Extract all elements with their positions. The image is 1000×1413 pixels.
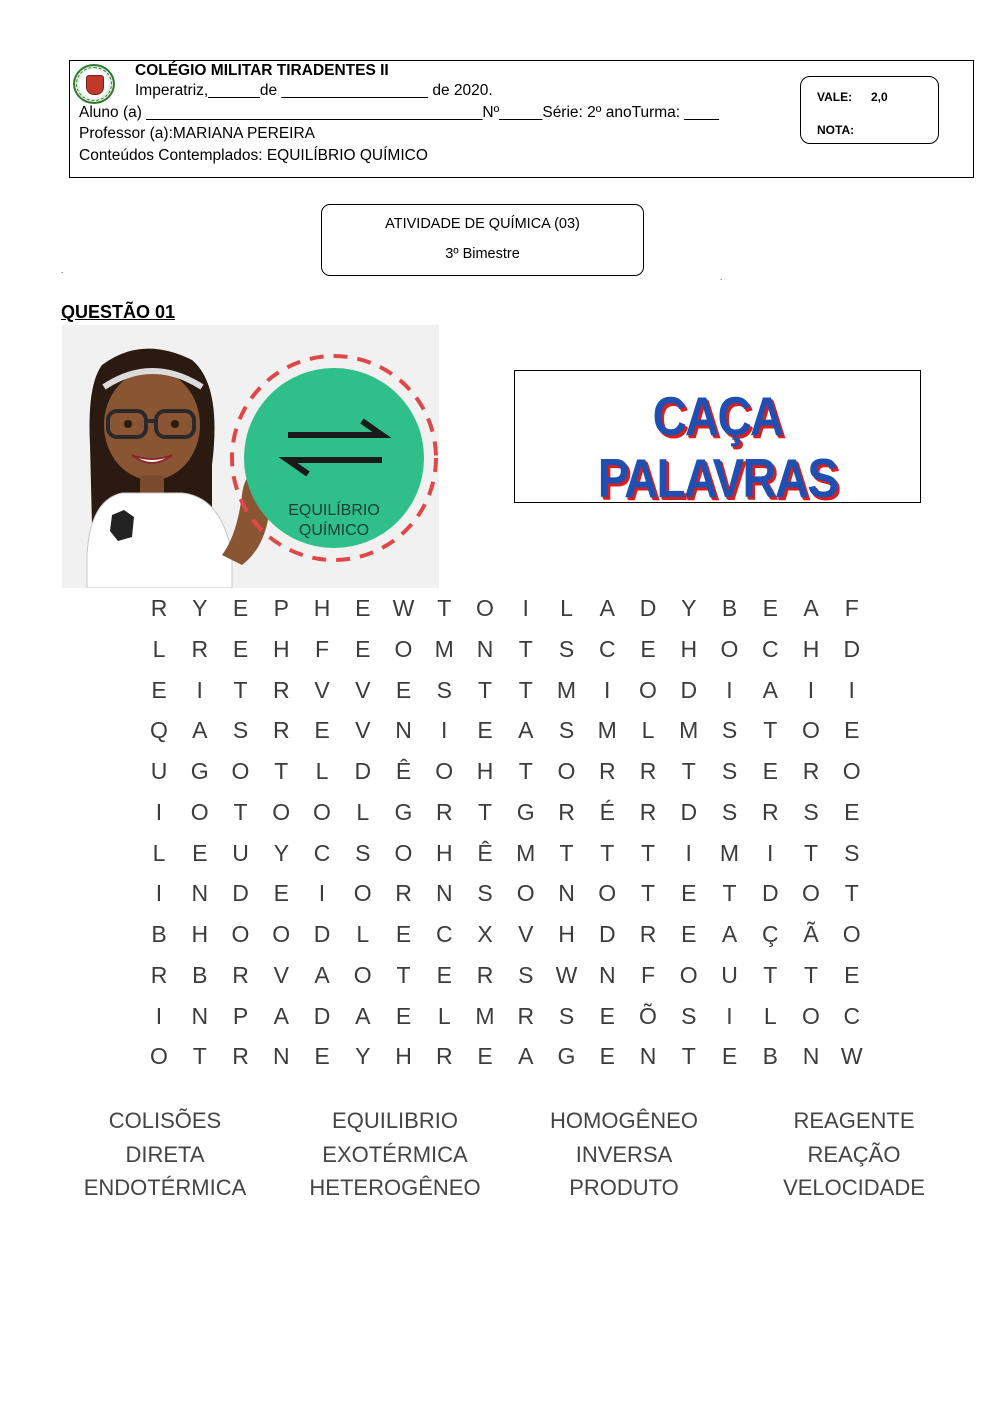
grid-letter: T (233, 798, 248, 825)
grid-letter: O (802, 717, 820, 744)
grid-letter: V (314, 676, 330, 703)
grid-letter: L (437, 1002, 451, 1029)
grid-letter: A (721, 921, 738, 947)
word-list-item: DIRETA (125, 1142, 205, 1167)
grid-letter: P (273, 595, 289, 621)
grid-letter: V (355, 676, 371, 703)
grid-letter: O (639, 676, 657, 703)
grid-letter: G (394, 798, 413, 825)
grid-letter: T (477, 676, 493, 703)
grid-letter: F (314, 635, 330, 662)
word-list-item: INVERSA (575, 1142, 673, 1167)
grid-letter: O (150, 1043, 168, 1070)
grid-letter: L (356, 921, 370, 947)
grid-letter: L (315, 758, 329, 784)
grid-letter: S (477, 880, 493, 907)
grid-letter: R (435, 798, 453, 825)
grid-letter: R (150, 961, 168, 988)
grid-letter: S (721, 717, 738, 744)
grid-letter: N (191, 880, 209, 907)
word-list-item: COLISÕES (108, 1108, 222, 1133)
grid-letter: N (191, 1002, 209, 1029)
grid-letter: D (598, 921, 616, 947)
grid-letter: V (355, 717, 371, 744)
grid-letter: T (803, 839, 819, 866)
vale-label: VALE: (817, 90, 853, 104)
grid-letter: L (641, 717, 655, 744)
grid-letter: Ê (395, 758, 412, 784)
word-list-item: HOMOGÊNEO (550, 1108, 698, 1133)
grid-letter: O (231, 921, 250, 947)
grid-letter: O (313, 798, 331, 825)
grid-letter: D (354, 758, 372, 784)
grid-letter: A (518, 1043, 534, 1070)
grid-letter: D (313, 921, 331, 947)
grid-letter: E (314, 1043, 330, 1070)
grid-letter: S (721, 758, 738, 784)
grid-letter: C (598, 635, 616, 662)
grid-letter: L (152, 839, 166, 866)
student-line: Aluno (a) _______________________________________Nº_____Série: 2º anoTurma: ____ (79, 104, 719, 121)
grid-letter: S (721, 798, 738, 825)
grid-letter: E (192, 839, 208, 866)
grid-letter: T (518, 676, 533, 703)
grid-letter: G (516, 798, 535, 825)
grid-letter: L (560, 595, 573, 621)
stray-dot: . (720, 273, 723, 282)
word-list-item: REAGENTE (793, 1108, 915, 1133)
grid-letter: I (604, 676, 611, 703)
grid-letter: O (435, 758, 454, 784)
grid-letter: H (802, 635, 820, 662)
grid-letter: Y (273, 839, 289, 866)
grid-letter: A (273, 1002, 289, 1029)
grid-letter: I (685, 839, 692, 866)
illustration-label-2: QUÍMICO (298, 522, 370, 539)
grid-letter: E (273, 880, 289, 907)
grid-letter: O (557, 758, 576, 784)
grid-letter: T (192, 1043, 207, 1070)
grid-letter: I (155, 880, 163, 907)
grid-letter: E (477, 1043, 493, 1070)
grid-letter: S (844, 839, 860, 866)
game-title: CAÇA PALAVRAS (597, 385, 838, 509)
vale-value: 2,0 (871, 90, 888, 104)
grid-letter: Y (192, 595, 208, 621)
grid-letter: E (681, 921, 697, 947)
grid-letter: C (761, 635, 779, 662)
grid-letter: I (726, 676, 733, 703)
grid-letter: I (767, 839, 774, 866)
grid-letter: D (843, 635, 861, 662)
school-name: COLÉGIO MILITAR TIRADENTES II (135, 62, 389, 79)
grid-letter: R (191, 635, 209, 662)
grid-letter: I (726, 1002, 733, 1029)
grid-letter: O (272, 798, 291, 825)
grid-letter: O (353, 961, 372, 988)
grid-letter: M (516, 839, 536, 866)
grid-letter: H (313, 595, 331, 621)
grid-letter: O (842, 758, 861, 784)
grid-letter: B (192, 961, 208, 988)
grid-letter: N (598, 961, 616, 988)
grid-letter: B (721, 595, 738, 621)
grid-letter: I (155, 798, 163, 825)
grid-letter: H (558, 921, 575, 947)
grid-letter: E (721, 1043, 738, 1070)
grid-letter: D (761, 880, 779, 907)
word-list-item: ENDOTÉRMICA (83, 1175, 247, 1200)
word-list-item: PRODUTO (569, 1175, 679, 1200)
grid-letter: E (844, 717, 860, 744)
grid-letter: R (517, 1002, 535, 1029)
grid-letter: X (477, 921, 493, 947)
grid-letter: R (272, 717, 290, 744)
grid-letter: E (599, 1002, 615, 1029)
grid-letter: I (807, 676, 815, 703)
grid-letter: I (196, 676, 203, 703)
grid-letter: R (476, 961, 494, 988)
grid-letter: A (192, 717, 208, 744)
grid-letter: A (803, 595, 819, 621)
word-list-item: VELOCIDADE (783, 1175, 925, 1200)
grid-letter: U (150, 758, 168, 784)
grid-letter: N (639, 1043, 657, 1070)
date-line: Imperatriz,______de _________________ de 2020. (135, 82, 493, 99)
grid-letter: N (476, 635, 494, 662)
grid-letter: D (313, 1002, 331, 1029)
grid-letter: S (232, 717, 249, 744)
grid-letter: Y (355, 1043, 371, 1070)
grid-letter: O (272, 921, 291, 947)
grid-letter: L (152, 635, 166, 662)
grid-letter: T (600, 839, 615, 866)
grid-letter: T (559, 839, 574, 866)
grid-letter: T (518, 758, 533, 784)
grid-letter: R (802, 758, 820, 784)
activity-title: ATIVIDADE DE QUÍMICA (03) (385, 216, 580, 232)
grid-letter: T (640, 880, 656, 907)
grid-letter: T (844, 880, 859, 907)
word-list-item: EQUILIBRIO (332, 1108, 458, 1133)
grid-letter: W (392, 595, 415, 621)
grid-letter: E (681, 880, 697, 907)
grid-letter: S (436, 676, 452, 703)
grid-letter: E (436, 961, 452, 988)
grid-letter: N (802, 1043, 820, 1070)
grid-letter: O (476, 595, 494, 621)
grid-letter: E (395, 921, 412, 947)
grid-letter: R (395, 880, 412, 907)
grid-letter: O (679, 961, 698, 988)
grid-letter: O (802, 880, 820, 907)
grid-letter: Y (681, 595, 697, 621)
grid-letter: O (190, 798, 209, 825)
grid-letter: I (155, 1002, 163, 1029)
grid-letter: I (441, 717, 448, 744)
grid-letter: E (762, 595, 778, 621)
grid-letter: T (803, 961, 819, 988)
grid-letter: H (272, 635, 290, 662)
grid-letter: N (395, 717, 412, 744)
grid-letter: T (396, 961, 411, 988)
grid-letter: R (558, 798, 575, 825)
grid-letter: R (639, 798, 657, 825)
grid-letter: U (232, 839, 249, 866)
grid-letter: O (231, 758, 250, 784)
nota-label: NOTA: (817, 123, 855, 137)
word-list-item: EXOTÉRMICA (322, 1142, 468, 1167)
grid-letter: Q (150, 717, 168, 744)
grid-letter: T (518, 635, 533, 662)
grid-letter: V (518, 921, 534, 947)
grid-letter: H (435, 839, 453, 866)
grid-letter: E (355, 595, 371, 621)
grid-letter: C (435, 921, 453, 947)
grid-letter: B (762, 1043, 778, 1070)
grid-letter: R (150, 595, 168, 621)
grid-letter: M (719, 839, 740, 866)
grid-letter: G (190, 758, 209, 784)
grid-letter: P (232, 1002, 249, 1029)
grid-letter: E (599, 1043, 615, 1070)
grid-letter: S (518, 961, 534, 988)
grid-letter: R (598, 758, 616, 784)
grid-letter: L (356, 798, 370, 825)
grid-letter: É (599, 798, 615, 825)
grid-letter: A (314, 961, 330, 988)
grid-letter: S (355, 839, 371, 866)
grid-letter: N (272, 1043, 290, 1070)
grid-letter: O (394, 839, 413, 866)
grid-letter: A (762, 676, 778, 703)
grid-letter: O (842, 921, 861, 947)
grid-letter: E (232, 595, 249, 621)
grid-letter: R (761, 798, 779, 825)
activity-period: 3º Bimestre (445, 246, 520, 262)
grid-letter: R (435, 1043, 453, 1070)
grid-letter: A (355, 1002, 371, 1029)
grid-letter: R (232, 961, 249, 988)
word-list-item: HETEROGÊNEO (309, 1175, 481, 1200)
grid-letter: E (844, 798, 860, 825)
stray-dot: . (61, 266, 64, 275)
grid-letter: O (516, 880, 535, 907)
grid-letter: M (597, 717, 617, 744)
grid-letter: S (558, 717, 575, 744)
grid-letter: F (640, 961, 656, 988)
grid-letter: D (680, 798, 698, 825)
teacher-line: Professor (a):MARIANA PEREIRA (79, 125, 316, 142)
grid-letter: E (355, 635, 371, 662)
grid-letter: T (681, 1043, 696, 1070)
grid-letter: T (437, 595, 452, 621)
grid-letter: I (318, 880, 326, 907)
grid-letter: W (840, 1043, 863, 1070)
grid-letter: L (763, 1002, 777, 1029)
grid-letter: D (680, 676, 698, 703)
word-list-item: REAÇÃO (807, 1142, 901, 1167)
grid-letter: M (434, 635, 454, 662)
grid-letter: I (848, 676, 855, 703)
grid-letter: M (475, 1002, 495, 1029)
grid-letter: H (395, 1043, 412, 1070)
grid-letter: C (843, 1002, 861, 1029)
question-label: QUESTÃO 01 (61, 302, 176, 322)
grid-letter: O (802, 1002, 820, 1029)
grid-letter: C (313, 839, 331, 866)
grid-letter: I (522, 595, 529, 621)
grid-letter: D (639, 595, 657, 621)
grid-letter: E (314, 717, 330, 744)
grid-letter: R (639, 921, 657, 947)
grid-letter: Õ (639, 1002, 657, 1029)
grid-letter: E (844, 961, 860, 988)
grid-letter: S (803, 798, 819, 825)
grid-letter: E (640, 635, 656, 662)
grid-letter: O (598, 880, 617, 907)
grid-letter: N (435, 880, 453, 907)
grid-letter: H (191, 921, 209, 947)
grid-letter: E (762, 758, 778, 784)
grid-letter: R (639, 758, 657, 784)
contents-line: Conteúdos Contemplados: EQUILÍBRIO QUÍMICO (79, 147, 428, 164)
grid-letter: E (395, 1002, 412, 1029)
grid-letter: E (395, 676, 412, 703)
grid-letter: Ã (803, 921, 819, 947)
grid-letter: O (720, 635, 739, 662)
grid-letter: D (232, 880, 249, 907)
grid-letter: T (233, 676, 248, 703)
grid-letter: B (151, 921, 167, 947)
grid-letter: A (599, 595, 615, 621)
grid-letter: T (640, 839, 656, 866)
grid-letter: E (151, 676, 167, 703)
grid-letter: G (557, 1043, 576, 1070)
grid-letter: T (763, 961, 778, 988)
grid-letter: V (273, 961, 289, 988)
grid-letter: H (680, 635, 698, 662)
grid-letter: A (518, 717, 534, 744)
grid-letter: R (232, 1043, 249, 1070)
grid-letter: O (353, 880, 372, 907)
grid-letter: F (844, 595, 859, 621)
grid-letter: M (679, 717, 699, 744)
grid-letter: N (558, 880, 575, 907)
grid-letter: T (477, 798, 493, 825)
grid-letter: Ê (477, 839, 493, 866)
grid-letter: S (558, 1002, 575, 1029)
grid-letter: T (681, 758, 696, 784)
grid-letter: U (721, 961, 738, 988)
grid-letter: E (232, 635, 249, 662)
grid-letter: S (558, 635, 575, 662)
grid-letter: O (394, 635, 413, 662)
grid-letter: E (477, 717, 493, 744)
grid-letter: H (476, 758, 494, 784)
grid-letter: T (722, 880, 737, 907)
illustration-label-1: EQUILÍBRIO (288, 502, 380, 519)
grid-letter: S (681, 1002, 697, 1029)
grid-letter: W (555, 961, 578, 988)
grid-letter: T (274, 758, 289, 784)
grid-letter: M (556, 676, 577, 703)
grid-letter: R (272, 676, 290, 703)
grid-letter: T (763, 717, 778, 744)
grid-letter: Ç (761, 921, 779, 947)
